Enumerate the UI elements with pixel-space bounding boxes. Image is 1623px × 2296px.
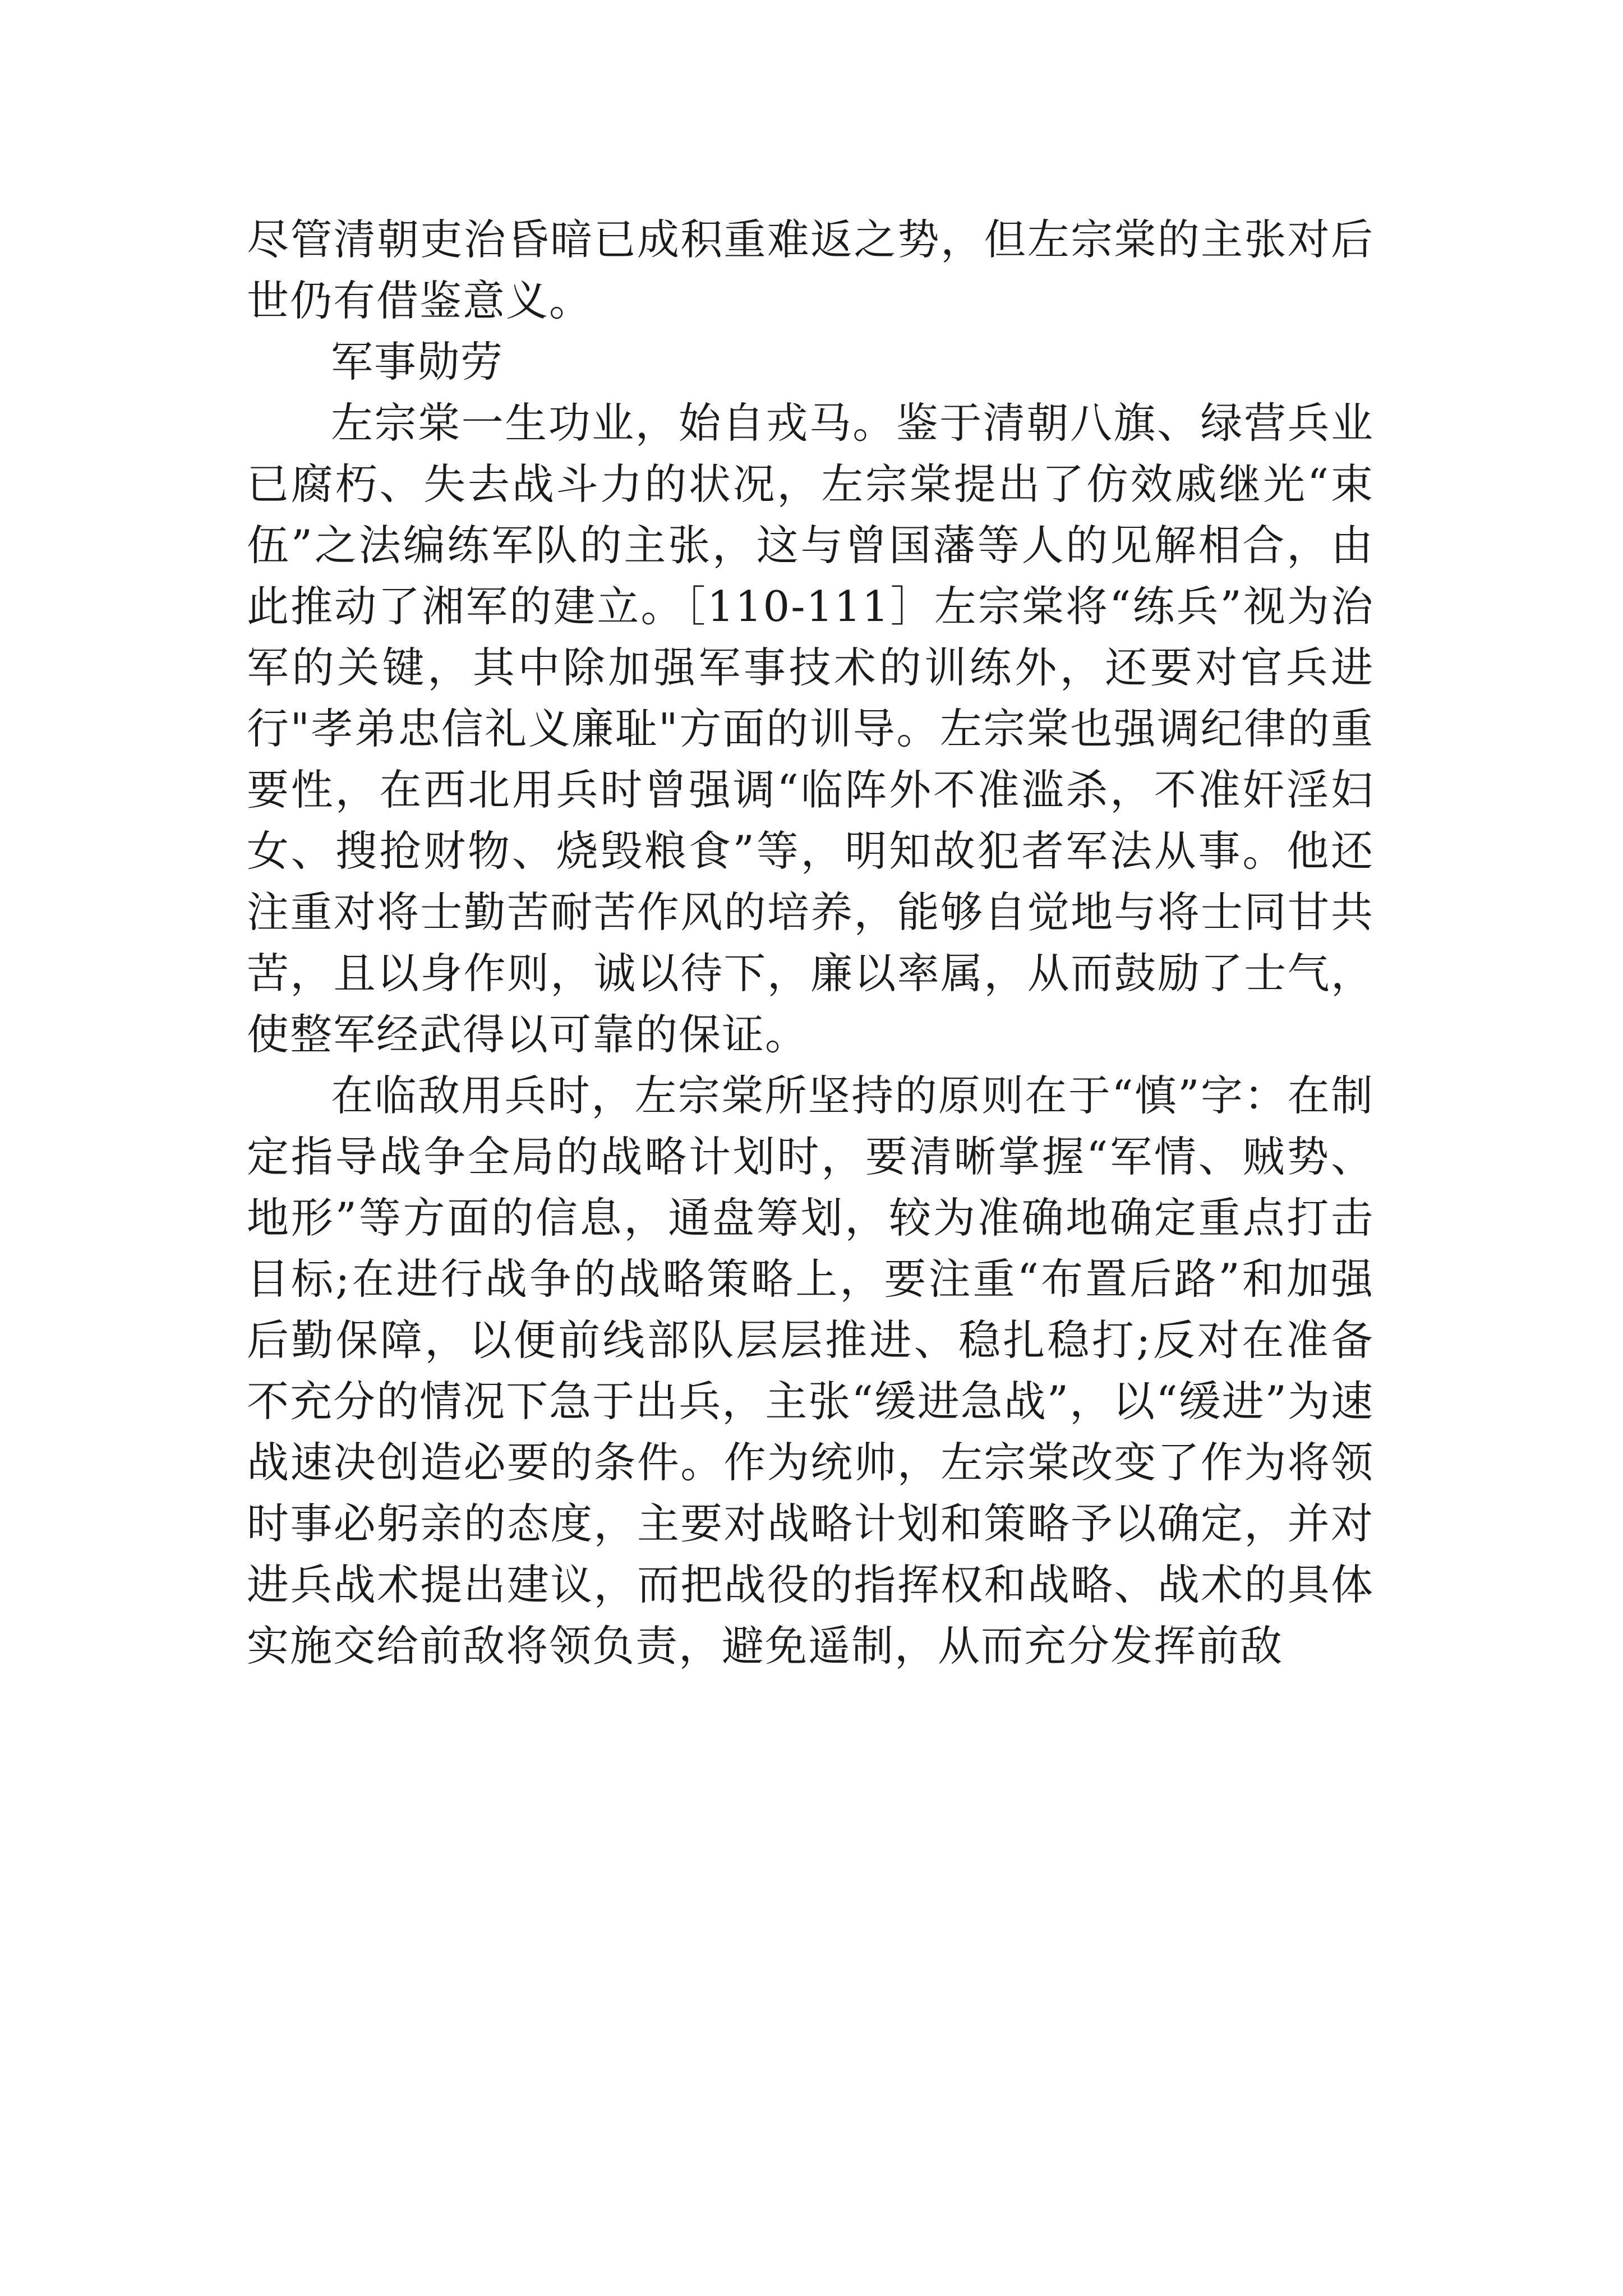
section-heading: 军事勋劳 xyxy=(331,337,504,386)
paragraph-command-principles: 在临敌用兵时，左宗棠所坚持的原则在于“慎”字：在制定指导战争全局的战略计划时，要清晰掌握“军情、贼势、地形”等方面的信息，通盘筹划，较为准确地确定重点打击目标;在进行战争的战略策略上，要注重“布置后路”和加强后勤保障，以便前线部队层层推进、稳扎稳打;反对在准备不充分的情况下急于出兵，主张“缓进急战”，以“缓进”为速战速决创造必要的条件。作为统帅，左宗棠改变了作为将领时事必躬亲的态度，主要对战略计划和策略予以确定，并对进兵战术提出建议，而把战役的指挥权和战略、战术的具体实施交给前敌将领负责，避免遥制，从而充分发挥前敌 xyxy=(247,1071,1374,1671)
paragraph-military-career: 左宗棠一生功业，始自戎马。鉴于清朝八旗、绿营兵业已腐朽、失去战斗力的状况，左宗棠提出了仿效戚继光“束伍”之法编练军队的主张，这与曾国藩等人的见解相合，由此推动了湘军的建立。［110-111］左宗棠将“练兵”视为治军的关键，其中除加强军事技术的训练外，还要对官兵进行"孝弟忠信礼义廉耻"方面的训导。左宗棠也强调纪律的重要性，在西北用兵时曾强调“临阵外不准滥杀，不准奸淫妇女、搜抢财物、烧毁粮食”等，明知故犯者军法从事。他还注重对将士勤苦耐苦作风的培养，能够自觉地与将士同甘共苦，且以身作则，诚以待下，廉以率属，从而鼓励了士气，使整军经武得以可靠的保证。 xyxy=(247,398,1374,1059)
document-body xyxy=(247,209,1374,1677)
paragraph-continuation: 尽管清朝吏治昏暗已成积重难返之势，但左宗棠的主张对后世仍有借鉴意义。 xyxy=(247,215,1374,325)
